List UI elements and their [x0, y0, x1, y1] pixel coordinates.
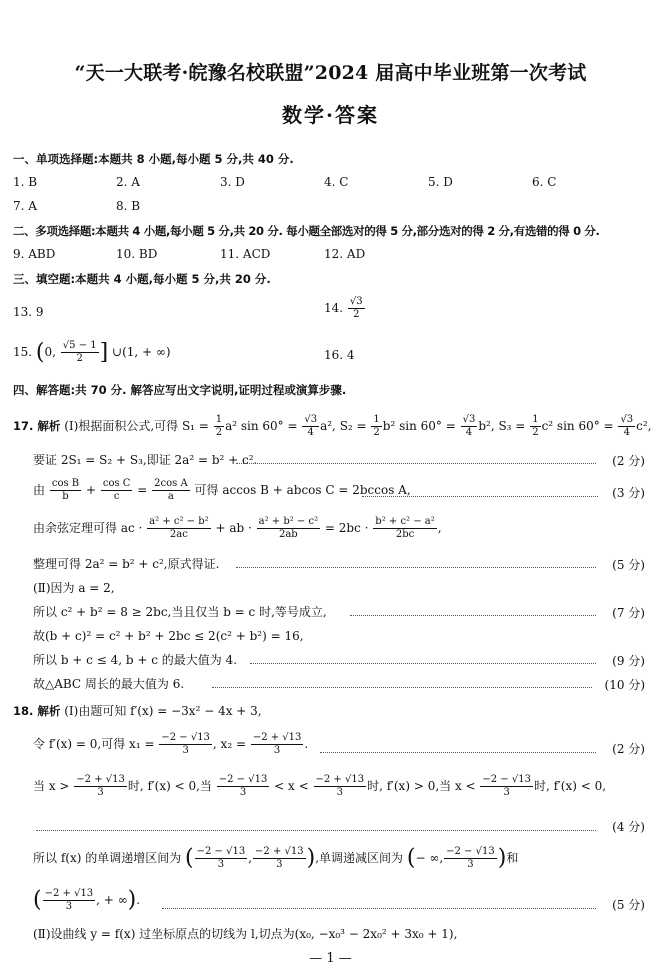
- q17-label: 17. 解析: [13, 419, 61, 433]
- exam-subtitle: 数学·答案: [282, 103, 379, 127]
- answer-1: 1. B: [13, 175, 38, 189]
- q17-line3: 由 $\frac{\text{cos B}}{b}$ + $\frac{\text{cos C}}{c}$ = $\frac{\text{2cos A}}{a}$ 可得 accos B + abcos C = 2bccos A,: [33, 478, 411, 502]
- section3-heading: 三、填空题:本题共 4 小题,每小题 5 分,共 20 分.: [13, 272, 271, 286]
- q17-score-2: (2 分): [612, 454, 645, 468]
- q18-score-4: (4 分): [612, 820, 645, 834]
- page-number: — 1 —: [309, 951, 352, 966]
- answer-14-label: 14.: [324, 301, 344, 315]
- q17-score-7: (7 分): [612, 606, 645, 620]
- answer-8: 8. B: [116, 199, 141, 213]
- q18-line7: (Ⅱ)设曲线 y = f(x) 过坐标原点的切线为 l,切点为(x₀, −x₀³ − 2x₀² + 3x₀ + 1),: [33, 927, 458, 941]
- q17-line6: (Ⅱ)因为 a = 2,: [33, 581, 115, 595]
- q17-line1: 17. 解析 (Ⅰ)根据面积公式,可得 S₁ = $\frac{1}{2}$ a² sin 60° = $\frac{√3}{4}$ a², S₂ = $\frac{1}{2}$ b² sin 60° = $\frac{√3}{4}$ b², S₃ = $\frac{1}{2}$ c² sin 60° = $\frac{√3}{4}$ c²,: [13, 414, 652, 438]
- answer-2: 2. A: [116, 175, 140, 189]
- q18-line2: 令 f′(x) = 0,可得 x₁ = $\frac{-2 - √13}{3}$ , x₂ = $\frac{-2 + √13}{3}$ .: [33, 732, 309, 756]
- answer-6: 6. C: [532, 175, 557, 189]
- q17-score-3: (3 分): [612, 486, 645, 500]
- q18-line3: 当 x > $\frac{-2 + √13}{3}$ 时, f′(x) < 0,当 $\frac{-2 - √13}{3}$ < x < $\frac{-2 + √13}{3}$ 时, f′(x) > 0,当 x < $\frac{-2 - √13}{3}$ 时, f′(x) < 0,: [33, 774, 607, 798]
- q18-line5: 所以 f(x) 的单调递增区间为 ( $\frac{-2 - √13}{3}$ , $\frac{-2 + √13}{3}$ ),单调递减区间为 (− ∞, $\frac{-2 - √13}{3}$ )和: [33, 845, 519, 871]
- q17-line4: 由余弦定理可得 ac · $\frac{\text{a² + c² − b²}}{2ac}$ + ab · $\frac{\text{a² + b² − c²}}{2ab}$ = 2bc · $\frac{\text{b² + c² − a²}}{2bc}$ ,: [33, 516, 442, 540]
- q18-line1: 18. 解析 (Ⅰ)由题可知 f′(x) = −3x² − 4x + 3,: [13, 704, 262, 718]
- q17-line7: 所以 c² + b² = 8 ≥ 2bc,当且仅当 b = c 时,等号成立,: [33, 605, 327, 619]
- answer-10: 10. BD: [116, 247, 158, 261]
- q17-score-9: (9 分): [612, 654, 645, 668]
- q17-line2: 要证 2S₁ = S₂ + S₃,即证 2a² = b² + c².: [33, 453, 258, 467]
- q18-line6: ( $\frac{-2 + √13}{3}$ , + ∞).: [33, 887, 141, 913]
- q17-score-5: (5 分): [612, 558, 645, 572]
- q18-score-2: (2 分): [612, 742, 645, 756]
- answer-5: 5. D: [428, 175, 453, 189]
- exam-title: “天一大联考·皖豫名校联盟”2024 届高中毕业班第一次考试: [74, 62, 587, 84]
- section1-heading: 一、单项选择题:本题共 8 小题,每小题 5 分,共 40 分.: [13, 152, 294, 166]
- q18-label: 18. 解析: [13, 704, 61, 718]
- q17-line9: 所以 b + c ≤ 4, b + c 的最大值为 4.: [33, 653, 238, 667]
- answer-7: 7. A: [13, 199, 37, 213]
- answer-13: 13. 9: [13, 305, 44, 319]
- section4-heading: 四、解答题:共 70 分. 解答应写出文字说明,证明过程或演算步骤.: [13, 383, 347, 397]
- answer-15: 15. (0, $\frac{√5 - 1}{2}$ ] ∪(1, + ∞): [13, 340, 171, 365]
- section2-heading: 二、多项选择题:本题共 4 小题,每小题 5 分,共 20 分. 每小题全部选对的得 5 分,部分选对的得 2 分,有选错的得 0 分.: [13, 224, 600, 238]
- answer-12: 12. AD: [324, 247, 366, 261]
- answer-15-fraction: $\frac{√5 - 1}{2}$: [62, 340, 97, 364]
- answer-4: 4. C: [324, 175, 349, 189]
- q17-score-10: (10 分): [604, 678, 645, 692]
- answer-11: 11. ACD: [220, 247, 271, 261]
- answer-3: 3. D: [220, 175, 245, 189]
- answer-9: 9. ABD: [13, 247, 56, 261]
- answer-14: [324, 296, 366, 321]
- q18-score-5: (5 分): [612, 898, 645, 912]
- answer-16: 16. 4: [324, 348, 355, 362]
- q17-line8: 故(b + c)² = c² + b² + 2bc ≤ 2(c² + b²) = 16,: [33, 629, 304, 643]
- q17-line5: 整理可得 2a² = b² + c²,原式得证.: [33, 557, 220, 571]
- q17-line10: 故△ABC 周长的最大值为 6.: [33, 677, 185, 691]
- answer-14-fraction: $\frac{√3}{2}$: [349, 296, 363, 320]
